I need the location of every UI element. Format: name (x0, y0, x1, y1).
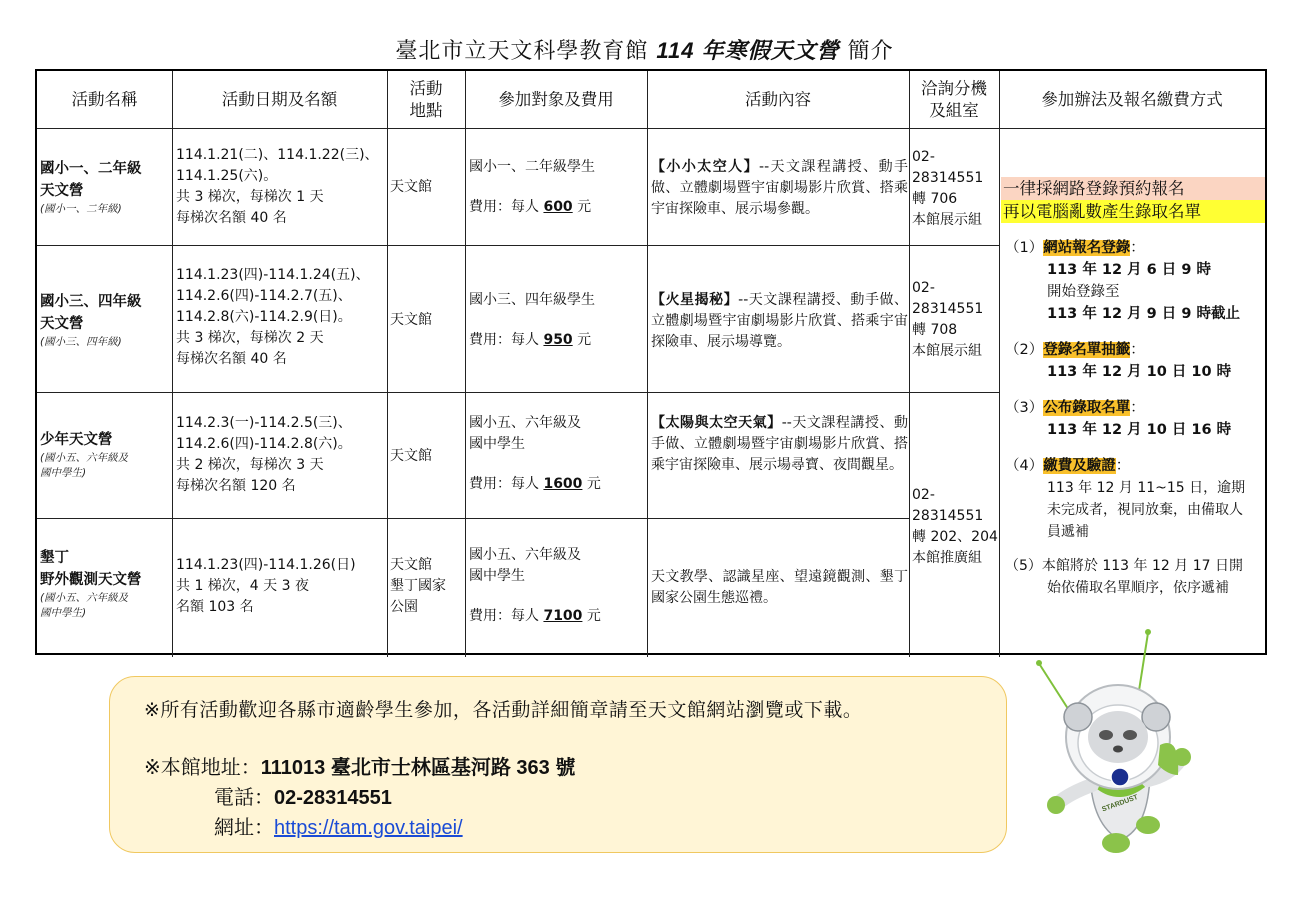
row4-target (469, 545, 645, 627)
contact-line: 02- (912, 149, 935, 165)
header-place-line: 活動 (409, 78, 443, 98)
register-step-4 (1001, 455, 1265, 543)
register-step-2 (1001, 339, 1265, 383)
step-detail: 113 年 12 月 10 日 10 時 (1047, 364, 1232, 380)
step-detail: 開始登錄至 (1047, 284, 1120, 300)
row3-content (651, 413, 908, 476)
step-colon: ： (1130, 342, 1145, 358)
title-prefix: 臺北市立天文科學教育館 (395, 39, 649, 64)
date-line: 共 3 梯次，每梯次 2 天 (176, 330, 324, 346)
welcome-note: ※所有活動歡迎各縣市適齡學生參加，各活動詳細簡章請至天文館網站瀏覽或下載。 (144, 699, 863, 721)
header-contact (909, 71, 999, 128)
title-emphasis: 114 年寒假天文營 (656, 38, 840, 63)
step-detail: 113 年 12 月 6 日 9 時 (1047, 262, 1211, 278)
mascot-badge-text: STARDUST (1101, 793, 1139, 814)
date-line: 共 2 梯次，每梯次 3 天 (176, 457, 324, 473)
camp-name-line: 野外觀測天文營 (40, 572, 142, 588)
step-number: （5） (1005, 558, 1042, 574)
place-line: 墾丁國家 (390, 578, 446, 594)
camp-name-line: 天文營 (40, 183, 84, 199)
step-detail: 113 年 12 月 11~15 日，逾期 (1047, 480, 1246, 496)
camp-name-line: 國小三、四年級 (40, 294, 142, 310)
website-link[interactable]: https://tam.gov.taipei/ (274, 817, 463, 839)
content-body: --天文課程講授、動手做、立體劇場暨宇宙劇場影片欣賞、搭乘宇宙探險車、展示場參觀。 (651, 159, 908, 217)
fee-unit: 元 (586, 608, 601, 624)
page-title (0, 34, 1289, 65)
address-line (144, 751, 575, 780)
target-line: 國小一、二年級學生 (469, 159, 595, 175)
step-label: 公布錄取名單 (1043, 400, 1131, 416)
row2-target (469, 290, 645, 351)
fee-line (469, 197, 645, 218)
camp-grade-note: (國小三、四年級) (40, 336, 122, 348)
content-body: 天文教學、認識星座、望遠鏡觀測、墾丁國家公園生態巡禮。 (651, 569, 908, 606)
phone-label: 電話： (214, 785, 274, 809)
row3-target (469, 413, 645, 495)
contact-line: 本館展示組 (912, 343, 982, 359)
row3-name (40, 429, 170, 481)
date-line: 共 3 梯次，每梯次 1 天 (176, 189, 324, 205)
astronaut-mascot-icon (1030, 625, 1200, 860)
row4-dates (176, 555, 386, 618)
step-number: （4） (1005, 458, 1044, 474)
register-method-line: 一律採網路登錄預約報名 (1001, 177, 1265, 200)
register-step-3 (1001, 397, 1265, 441)
step-detail: 本館將於 113 年 12 月 17 日開 (1041, 558, 1243, 574)
place-line: 天文館 (390, 448, 432, 464)
row4-content (651, 567, 908, 609)
contact-2 (912, 278, 1000, 362)
camp-grade-note: (國小一、二年級) (40, 203, 122, 215)
address-label: ※本館地址： (144, 755, 261, 779)
date-line: 114.1.21(二)、114.1.22(三)、 (176, 147, 379, 163)
step-colon: ： (1130, 400, 1145, 416)
header-contact-line: 及組室 (929, 100, 979, 120)
fee-label: 費用：每人 (469, 476, 539, 492)
content-title: 【太陽與太空天氣】 (651, 415, 782, 431)
date-line: 114.1.25(六)。 (176, 168, 278, 184)
header-name: 活動名稱 (71, 89, 138, 109)
step-detail: 未完成者，視同放棄，由備取人 (1047, 502, 1243, 518)
register-column (1001, 177, 1265, 599)
camp-name-line: 墾丁 (40, 550, 69, 566)
fee-label: 費用：每人 (469, 332, 539, 348)
fee-line (469, 606, 645, 627)
title-suffix: 簡介 (847, 39, 894, 64)
phone-line (214, 781, 392, 810)
camp-name-line: 國小一、二年級 (40, 161, 142, 177)
header-register: 參加辦法及報名繳費方式 (1041, 89, 1223, 109)
camp-name-line: 少年天文營 (40, 432, 113, 448)
date-line: 114.1.23(四)-114.1.24(五)、 (176, 267, 370, 283)
content-title: 【火星揭秘】 (651, 292, 739, 308)
register-step-1 (1001, 237, 1265, 325)
step-number: （3） (1005, 400, 1044, 416)
step-colon: ： (1115, 458, 1131, 474)
content-title: 【小小太空人】 (651, 159, 760, 175)
date-line: 名額 103 名 (176, 599, 254, 615)
fee-amount: 7100 (543, 608, 583, 624)
date-line: 共 1 梯次，4 天 3 夜 (176, 578, 309, 594)
contact-line: 28314551 (912, 508, 984, 524)
register-lottery-line: 再以電腦亂數產生錄取名單 (1001, 200, 1265, 223)
contact-line: 02- (912, 280, 935, 296)
row1-dates (176, 145, 386, 229)
row1-target (469, 157, 645, 218)
camp-grade-note: 國中學生) (40, 467, 87, 479)
date-line: 每梯次名額 120 名 (176, 478, 296, 494)
date-line: 114.2.6(四)-114.2.8(六)。 (176, 436, 352, 452)
row1-content (651, 157, 908, 220)
fee-amount: 950 (543, 332, 573, 348)
date-line: 114.2.6(四)-114.2.7(五)、 (176, 288, 352, 304)
contact-3 (912, 485, 1000, 569)
target-line: 國中學生 (469, 436, 525, 452)
row1-name (40, 158, 170, 217)
header-date: 活動日期及名額 (221, 89, 338, 109)
url-label: 網址： (214, 815, 274, 839)
header-place-line: 地點 (409, 100, 443, 120)
date-line: 每梯次名額 40 名 (176, 210, 287, 226)
place-line: 公園 (390, 599, 418, 615)
contact-line: 28314551 (912, 301, 984, 317)
place-line: 天文館 (390, 557, 432, 573)
camp-name-line: 天文營 (40, 316, 84, 332)
contact-line: 本館推廣組 (912, 550, 982, 566)
step-label: 網站報名登錄 (1043, 240, 1131, 256)
fee-line (469, 474, 645, 495)
fee-unit: 元 (577, 332, 592, 348)
row2-name (40, 291, 170, 350)
place-line: 天文館 (390, 312, 432, 328)
register-step-5 (1001, 555, 1265, 599)
row1-place (390, 177, 464, 198)
contact-line: 轉 706 (912, 191, 958, 207)
step-number: （2） (1005, 342, 1044, 358)
step-label: 繳費及驗證 (1043, 458, 1116, 474)
step-detail: 113 年 12 月 9 日 9 時截止 (1047, 306, 1240, 322)
row3-place (390, 446, 464, 467)
fee-amount: 1600 (543, 476, 583, 492)
camp-table (35, 69, 1267, 655)
date-line: 114.2.8(六)-114.2.9(日)。 (176, 309, 352, 325)
date-line: 114.2.3(一)-114.2.5(三)、 (176, 415, 352, 431)
row2-dates (176, 265, 386, 370)
camp-grade-note: (國小五、六年級及 (40, 452, 129, 464)
date-line: 每梯次名額 40 名 (176, 351, 287, 367)
contact-line: 02- (912, 487, 935, 503)
step-detail: 員遞補 (1047, 524, 1089, 540)
contact-line: 轉 202、204 (912, 529, 998, 545)
camp-grade-note: 國中學生) (40, 607, 87, 619)
place-line: 天文館 (390, 179, 432, 195)
header-place (387, 71, 465, 128)
contact-line: 本館展示組 (912, 212, 982, 228)
step-label: 登錄名單抽籤 (1043, 342, 1131, 358)
fee-unit: 元 (586, 476, 601, 492)
row2-place (390, 310, 464, 331)
contact-line: 28314551 (912, 170, 984, 186)
fee-unit: 元 (577, 199, 592, 215)
header-contact-line: 洽詢分機 (921, 78, 987, 98)
row3-dates (176, 413, 386, 497)
info-note-box (109, 676, 1007, 853)
target-line: 國小五、六年級及 (469, 547, 581, 563)
row2-content (651, 290, 908, 353)
fee-label: 費用：每人 (469, 608, 539, 624)
fee-line (469, 330, 645, 351)
target-line: 國小三、四年級學生 (469, 292, 595, 308)
header-target: 參加對象及費用 (498, 89, 614, 109)
camp-grade-note: (國小五、六年級及 (40, 592, 129, 604)
date-line: 114.1.23(四)-114.1.26(日) (176, 557, 356, 573)
content-body: --天文課程講授、動手做、立體劇場暨宇宙劇場影片欣賞、搭乘宇宙探險車、展示場尋寶、夜間觀星。 (651, 415, 908, 473)
address-value: 111013 臺北市士林區基河路 363 號 (260, 757, 576, 779)
step-colon: ： (1130, 240, 1145, 256)
fee-label: 費用：每人 (469, 199, 539, 215)
step-detail: 113 年 12 月 10 日 16 時 (1047, 422, 1232, 438)
phone-value: 02-28314551 (274, 787, 392, 809)
step-detail: 始依備取名單順序，依序遞補 (1047, 580, 1229, 596)
step-number: （1） (1005, 240, 1044, 256)
header-content: 活動內容 (745, 89, 811, 109)
row4-place (390, 555, 464, 618)
target-line: 國小五、六年級及 (469, 415, 581, 431)
fee-amount: 600 (543, 199, 573, 215)
row4-name (40, 547, 170, 621)
target-line: 國中學生 (469, 568, 525, 584)
contact-line: 轉 708 (912, 322, 958, 338)
contact-1 (912, 147, 1000, 231)
content-body: --天文課程講授、動手做、立體劇場暨宇宙劇場影片欣賞、搭乘宇宙探險車、展示場導覽。 (651, 292, 908, 350)
url-line (214, 811, 463, 840)
